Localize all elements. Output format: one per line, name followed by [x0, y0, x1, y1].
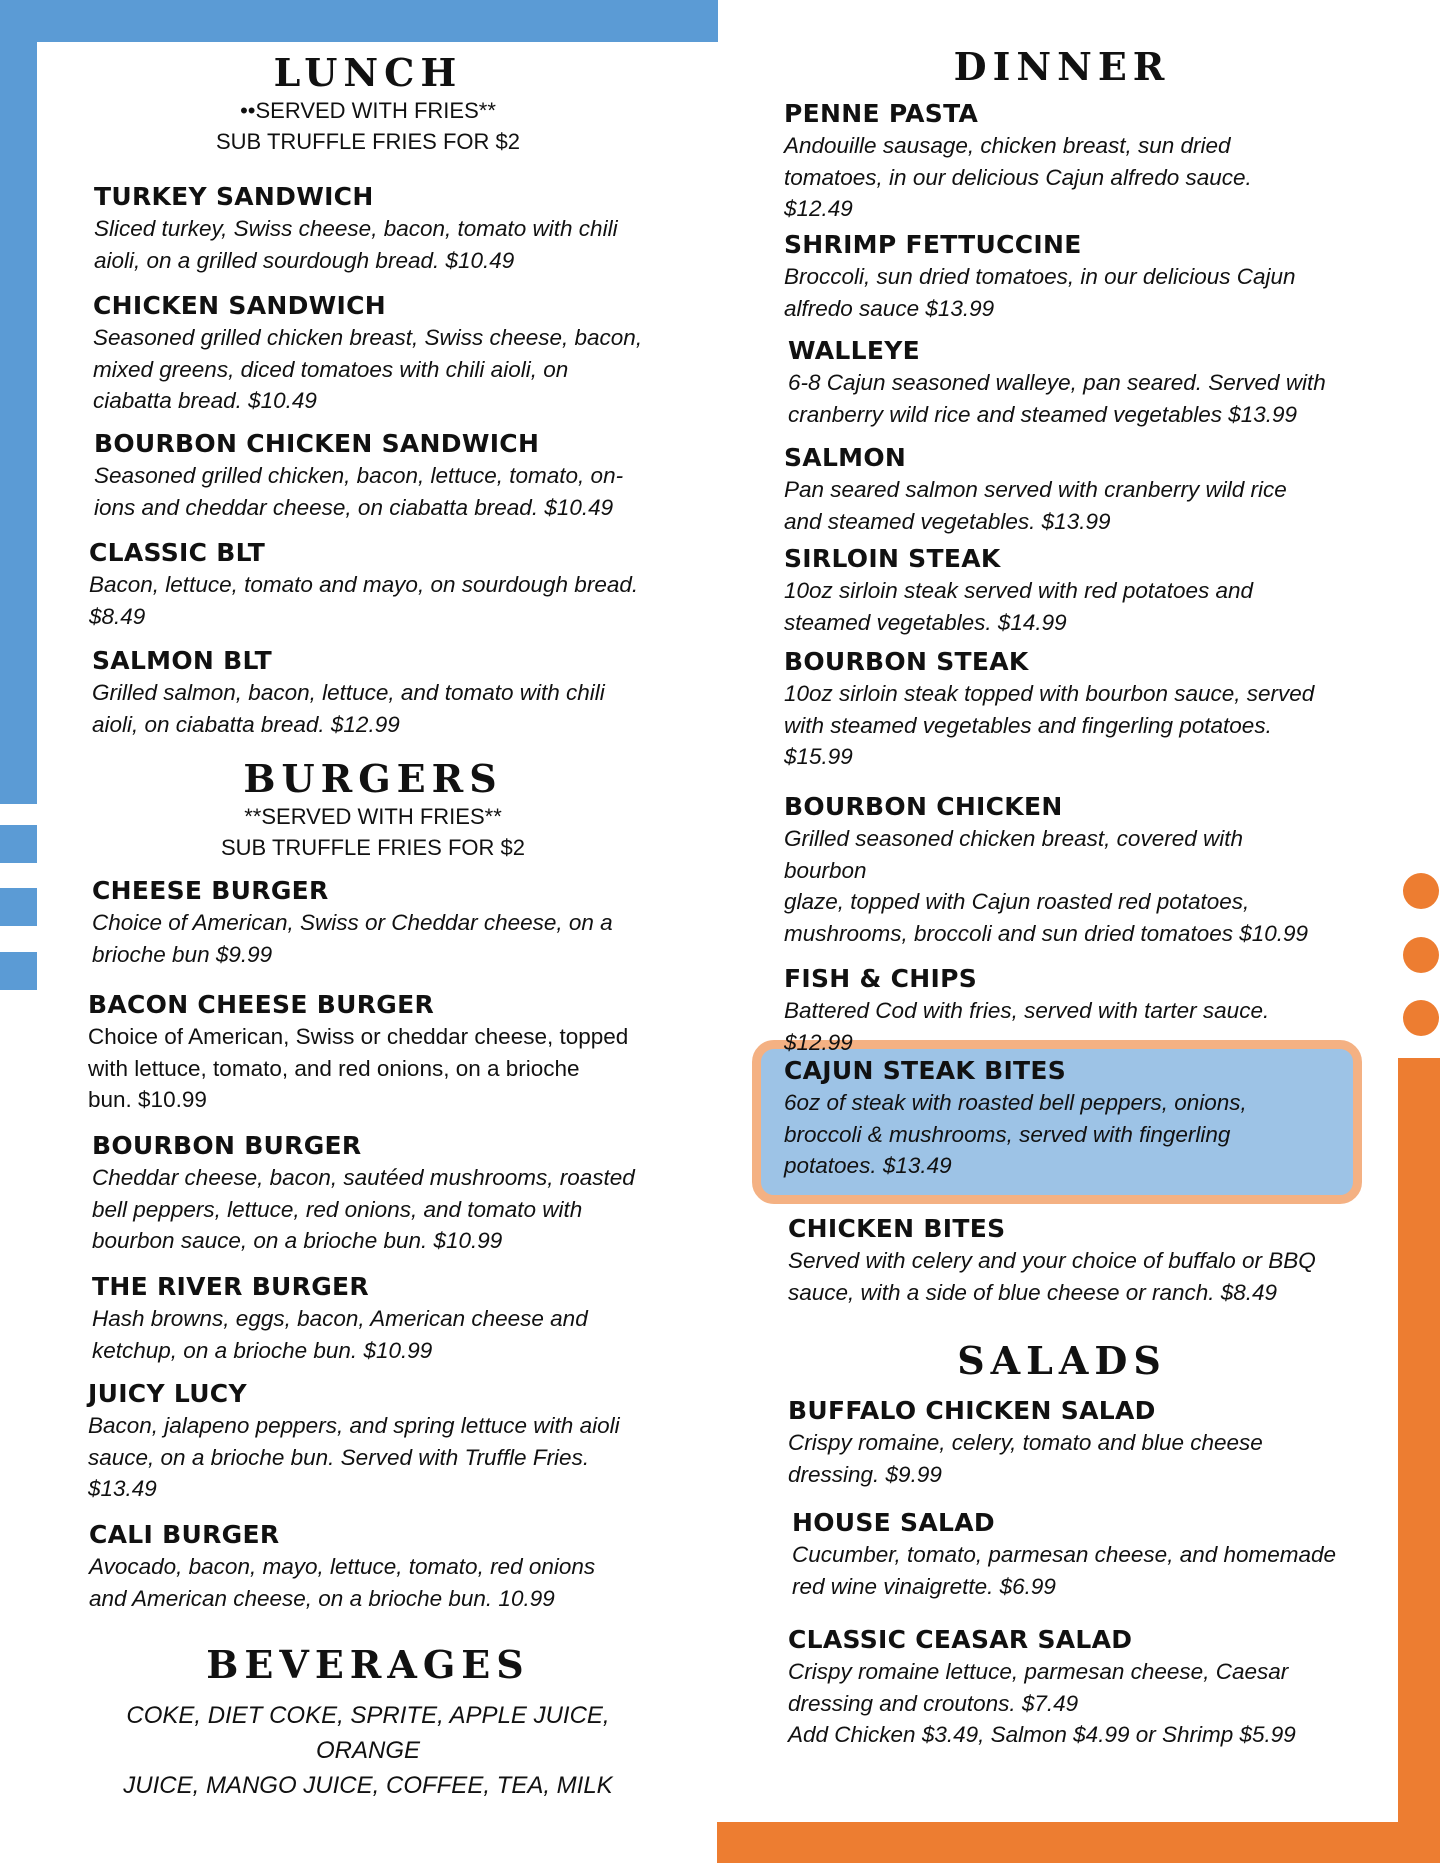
item-name: BOURBON CHICKEN SANDWICH — [94, 429, 540, 458]
item-description: Crispy romaine lettuce, parmesan cheese, Caesar dressing and croutons. $7.49 Add Chicken $3.49, Salmon $4.99 or Shrimp $5.99 — [788, 1659, 1296, 1747]
item-name: CHICKEN BITES — [788, 1214, 1006, 1243]
orange-dot-1 — [1403, 873, 1439, 909]
orange-frame-bottom — [717, 1822, 1440, 1863]
menu-item — [784, 646, 1314, 773]
orange-dot-3 — [1403, 1000, 1439, 1036]
item-name: CALI BURGER — [89, 1520, 280, 1549]
lunch-note-1: ••SERVED WITH FRIES** — [240, 98, 496, 123]
item-description: Broccoli, sun dried tomatoes, in our delicious Cajun alfredo sauce $13.99 — [784, 264, 1296, 321]
blue-block-1 — [0, 825, 37, 863]
item-name: CHEESE BURGER — [92, 876, 329, 905]
menu-item — [788, 1213, 1316, 1308]
menu-item — [788, 335, 1326, 430]
menu-item — [788, 1395, 1263, 1490]
item-description: Seasoned grilled chicken, bacon, lettuce, tomato, on- ions and cheddar cheese, on ciabatta bread. $10.49 — [94, 463, 624, 520]
orange-frame-right — [1398, 1058, 1440, 1863]
menu-item-featured — [784, 1055, 1247, 1182]
menu-item — [784, 229, 1296, 324]
item-description: Pan seared salmon served with cranberry wild rice and steamed vegetables. $13.99 — [784, 477, 1287, 534]
item-description: Served with celery and your choice of buffalo or BBQ sauce, with a side of blue cheese or ranch. $8.49 — [788, 1248, 1316, 1305]
menu-item — [92, 875, 613, 970]
item-name: CAJUN STEAK BITES — [784, 1056, 1067, 1085]
menu-item — [784, 98, 1252, 225]
item-name: THE RIVER BURGER — [92, 1272, 369, 1301]
burgers-note-2: SUB TRUFFLE FRIES FOR $2 — [221, 835, 525, 860]
menu-item — [89, 1519, 595, 1614]
item-name: BACON CHEESE BURGER — [88, 990, 434, 1019]
menu-item — [788, 1624, 1296, 1751]
menu-item — [88, 1378, 620, 1505]
item-name: JUICY LUCY — [88, 1379, 247, 1408]
item-description: Avocado, bacon, mayo, lettuce, tomato, red onions and American cheese, on a brioche bun. 10.99 — [89, 1554, 596, 1611]
item-description: Andouille sausage, chicken breast, sun dried tomatoes, in our delicious Cajun alfredo sauce. $12.49 — [784, 133, 1252, 221]
item-description: Grilled seasoned chicken breast, covered with bourbon glaze, topped with Cajun roasted red potatoes, mushrooms, broccoli and sun dried tomatoes $10.99 — [784, 826, 1309, 946]
item-description: Battered Cod with fries, served with tarter sauce. $12.99 — [784, 998, 1270, 1055]
item-description: 6-8 Cajun seasoned walleye, pan seared. Served with cranberry wild rice and steamed vegetables $13.99 — [788, 370, 1326, 427]
item-name: SIRLOIN STEAK — [784, 544, 1001, 573]
menu-item — [89, 537, 638, 632]
burgers-title: BURGERS — [243, 756, 503, 801]
menu-item — [93, 290, 642, 417]
dinner-title: DINNER — [953, 44, 1171, 89]
menu-item — [92, 1130, 635, 1257]
menu-item — [784, 791, 1308, 949]
lunch-note-2: SUB TRUFFLE FRIES FOR $2 — [216, 129, 520, 154]
menu-item — [94, 428, 623, 523]
item-description: Bacon, jalapeno peppers, and spring lettuce with aioli sauce, on a brioche bun. Served with Truffle Fries. $13.49 — [88, 1413, 620, 1501]
item-name: CLASSIC CEASAR SALAD — [788, 1625, 1133, 1654]
menu-item — [784, 963, 1269, 1058]
item-name: HOUSE SALAD — [792, 1508, 995, 1537]
orange-dot-2 — [1403, 937, 1439, 973]
menu-item — [784, 442, 1287, 537]
burgers-note-1: **SERVED WITH FRIES** — [244, 804, 502, 829]
item-description: Sliced turkey, Swiss cheese, bacon, tomato with chili aioli, on a grilled sourdough bread. $10.49 — [94, 216, 618, 273]
item-description: Grilled salmon, bacon, lettuce, and tomato with chili aioli, on ciabatta bread. $12.99 — [92, 680, 605, 737]
item-name: SALMON BLT — [92, 646, 272, 675]
item-name: BUFFALO CHICKEN SALAD — [788, 1396, 1156, 1425]
item-name: WALLEYE — [788, 336, 921, 365]
blue-block-2 — [0, 888, 37, 926]
item-description: Crispy romaine, celery, tomato and blue cheese dressing. $9.99 — [788, 1430, 1263, 1487]
item-description: Cheddar cheese, bacon, sautéed mushrooms, roasted bell peppers, lettuce, red onions, and tomato with bourbon sauce, on a brioche bun. $10.99 — [92, 1165, 635, 1253]
item-description: 10oz sirloin steak topped with bourbon sauce, served with steamed vegetables and fingerling potatoes. $15.99 — [784, 681, 1315, 769]
menu-item — [88, 989, 628, 1116]
item-description: 6oz of steak with roasted bell peppers, onions, broccoli & mushrooms, served with fingerling potatoes. $13.49 — [784, 1090, 1247, 1178]
item-description: Choice of American, Swiss or cheddar cheese, topped with lettuce, tomato, and red onions, on a brioche bun. $10.99 — [88, 1024, 629, 1112]
item-name: SALMON — [784, 443, 907, 472]
salads-title: SALADS — [957, 1338, 1167, 1383]
blue-frame-left — [0, 0, 37, 804]
item-name: PENNE PASTA — [784, 99, 979, 128]
blue-frame-top — [0, 0, 718, 42]
item-name: TURKEY SANDWICH — [94, 182, 374, 211]
beverages-title: BEVERAGES — [206, 1642, 530, 1687]
item-name: BOURBON STEAK — [784, 647, 1029, 676]
item-description: 10oz sirloin steak served with red potatoes and steamed vegetables. $14.99 — [784, 578, 1254, 635]
item-name: FISH & CHIPS — [784, 964, 978, 993]
menu-item — [92, 1271, 588, 1366]
menu-item — [92, 645, 605, 740]
item-name: BOURBON BURGER — [92, 1131, 362, 1160]
item-name: SHRIMP FETTUCCINE — [784, 230, 1082, 259]
item-description: Seasoned grilled chicken breast, Swiss cheese, bacon, mixed greens, diced tomatoes with chili aioli, on ciabatta bread. $10.49 — [93, 325, 643, 413]
item-description: Bacon, lettuce, tomato and mayo, on sourdough bread. $8.49 — [89, 572, 639, 629]
menu-item — [94, 181, 618, 276]
menu-item — [784, 543, 1253, 638]
item-description: Hash browns, eggs, bacon, American cheese and ketchup, on a brioche bun. $10.99 — [92, 1306, 588, 1363]
item-description: Cucumber, tomato, parmesan cheese, and homemade red wine vinaigrette. $6.99 — [792, 1542, 1337, 1599]
item-name: CHICKEN SANDWICH — [93, 291, 386, 320]
item-name: CLASSIC BLT — [89, 538, 266, 567]
beverages-list: COKE, DIET COKE, SPRITE, APPLE JUICE, ORANGE JUICE, MANGO JUICE, COFFEE, TEA, MILK — [123, 1702, 613, 1799]
blue-block-3 — [0, 952, 37, 990]
item-name: BOURBON CHICKEN — [784, 792, 1063, 821]
lunch-title: LUNCH — [273, 50, 463, 95]
item-description: Choice of American, Swiss or Cheddar cheese, on a brioche bun $9.99 — [92, 910, 613, 967]
menu-item — [792, 1507, 1336, 1602]
